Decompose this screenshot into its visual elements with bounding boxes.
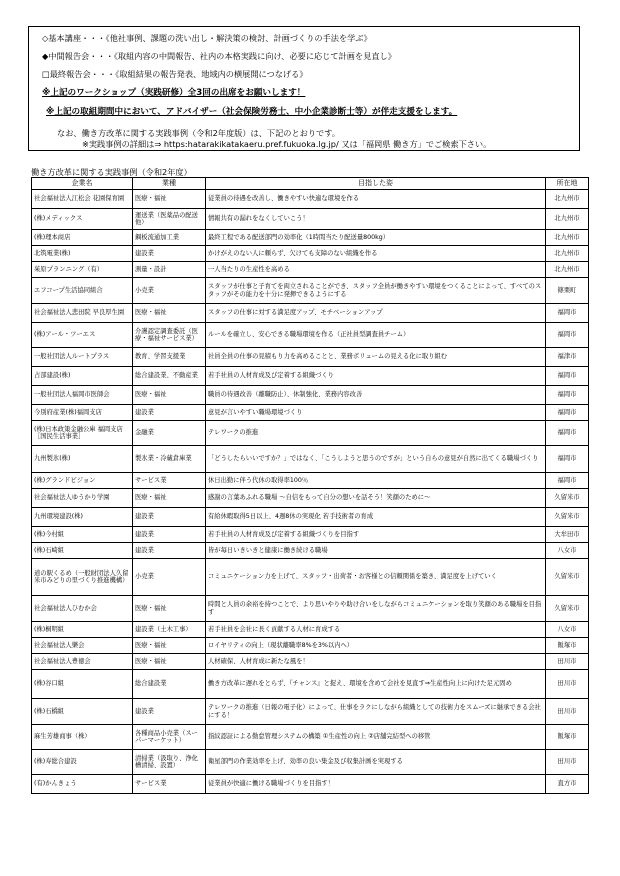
goal-cell: 衛星部門の作業効率を上げ、効率の良い集金及び収集計画を実現する bbox=[206, 750, 546, 775]
goal-cell: 若手社員を会社に長く貢献する人材に育成する bbox=[206, 622, 546, 638]
location-cell: 田川市 bbox=[546, 699, 589, 725]
table-row bbox=[32, 209, 589, 230]
industry-cell: 建設業 bbox=[133, 246, 206, 262]
table-row bbox=[32, 750, 589, 775]
goal-cell: 従業員が快適に働ける職場づくりを目指す！ bbox=[206, 775, 546, 794]
industry-cell: 運送業（医薬品の配送他） bbox=[133, 209, 206, 230]
goal-cell: 皆が毎日いきいきと健康に働き続ける職場 bbox=[206, 543, 546, 559]
table-row bbox=[32, 348, 589, 367]
goal-cell: テレワークの推進 bbox=[206, 421, 546, 446]
table-row bbox=[32, 559, 589, 596]
goal-cell: 職員の待遇改善（離職防止）、休制強化、業務内容改善 bbox=[206, 386, 546, 405]
goal-cell: 働き方改革に遅れをとらず、『チャンス』と捉え、環境を含めて会社を見直す⇒生産性向上に向けた足元固め bbox=[206, 670, 546, 699]
industry-cell: 医療・福祉 bbox=[133, 596, 206, 622]
industry-cell: 製氷業・冷蔵倉庫業 bbox=[133, 446, 206, 473]
company-cell: (株)アール・ツーエス bbox=[32, 323, 133, 348]
table-row bbox=[32, 278, 589, 304]
location-cell: 北九州市 bbox=[546, 262, 589, 278]
company-cell: エフコープ生活協同組合 bbox=[32, 278, 133, 304]
company-cell: (株)石崎組 bbox=[32, 543, 133, 559]
goal-cell: 有給休暇取得5日以上、4週8休の実現化 若手技術者の育成 bbox=[206, 508, 546, 527]
location-cell: 久留米市 bbox=[546, 559, 589, 596]
table-title: 働き方改革に関する実践事例（令和2年度） bbox=[31, 167, 192, 177]
location-cell: 飯塚市 bbox=[546, 725, 589, 750]
location-cell: 久留米市 bbox=[546, 508, 589, 527]
industry-cell: サービス業 bbox=[133, 775, 206, 794]
location-cell: 福岡市 bbox=[546, 323, 589, 348]
goal-cell: 従業員の待遇を改善し、働きやすい快適な環境を作る bbox=[206, 190, 546, 209]
goal-cell: 意見が言いやすい職場環境づくり bbox=[206, 405, 546, 421]
company-cell: (株)谷口組 bbox=[32, 670, 133, 699]
industry-cell: 各種商品小売業（スーパーマーケット） bbox=[133, 725, 206, 750]
company-cell: (株)寿総合建設 bbox=[32, 750, 133, 775]
table-row bbox=[32, 446, 589, 473]
location-cell: 北九州市 bbox=[546, 209, 589, 230]
location-cell: 福岡市 bbox=[546, 421, 589, 446]
location-cell: 八女市 bbox=[546, 622, 589, 638]
location-cell: 田川市 bbox=[546, 750, 589, 775]
company-cell: 麻生芳雄商事（株） bbox=[32, 725, 133, 750]
table-row bbox=[32, 405, 589, 421]
summary-line-interim: ◆中間報告会・・・《取組内容の中間報告、社内の本格実践に向け、必要に応じて計画を見直し》 bbox=[42, 51, 396, 61]
goal-cell: かけがえのない人に頼らず、欠けても支障のない組織を作る bbox=[206, 246, 546, 262]
goal-cell: 人材確保、人材育成に新たな風を！ bbox=[206, 654, 546, 670]
table-row bbox=[32, 304, 589, 323]
table-row bbox=[32, 622, 589, 638]
industry-cell: 総合建設業 bbox=[133, 670, 206, 699]
industry-cell: 小売業 bbox=[133, 559, 206, 596]
company-cell: 社会福祉法人ひむか会 bbox=[32, 596, 133, 622]
location-cell: 福岡市 bbox=[546, 304, 589, 323]
table-row bbox=[32, 230, 589, 246]
company-cell: 九州環境建設(株) bbox=[32, 508, 133, 527]
location-cell: 福岡市 bbox=[546, 473, 589, 489]
company-cell: 今別府産業(株)福岡支店 bbox=[32, 405, 133, 421]
table-row bbox=[32, 596, 589, 622]
company-cell: 社会福祉法人江松会 花園保育園 bbox=[32, 190, 133, 209]
header-goal: 目指した姿 bbox=[206, 178, 546, 190]
table-row bbox=[32, 670, 589, 699]
industry-cell: 医療・福祉 bbox=[133, 654, 206, 670]
industry-cell: 医療・福祉 bbox=[133, 386, 206, 405]
company-cell: (株)桐明組 bbox=[32, 622, 133, 638]
location-cell: 福岡市 bbox=[546, 446, 589, 473]
company-cell: (株)理本商店 bbox=[32, 230, 133, 246]
company-cell: 占部建設(株) bbox=[32, 367, 133, 386]
table-row bbox=[32, 638, 589, 654]
industry-cell: 金融業 bbox=[133, 421, 206, 446]
note-line-1: なお、働き方改革に関する実践事例（令和2年度版）は、下記のとおりです。 bbox=[57, 128, 340, 138]
company-cell: 九州製氷(株) bbox=[32, 446, 133, 473]
company-cell: 社会福祉法人悲田院 早良厚生園 bbox=[32, 304, 133, 323]
table-row bbox=[32, 699, 589, 725]
industry-cell: 建設業 bbox=[133, 508, 206, 527]
table-row bbox=[32, 527, 589, 543]
location-cell: 大牟田市 bbox=[546, 527, 589, 543]
location-cell: 直方市 bbox=[546, 775, 589, 794]
note-line-2: ※実践事例の詳細は⇒ https:hatarakikatakaeru.pref.fukuoka.lg.jp/ 又は「福岡県 働き方」でご検索下さい。 bbox=[82, 139, 492, 149]
goal-cell: ロイヤリティの向上（現状離職率8%を3%以内へ） bbox=[206, 638, 546, 654]
table-row bbox=[32, 654, 589, 670]
table-row bbox=[32, 367, 589, 386]
goal-cell: 社員全員の仕事の見積もり力を高めることと、業務ボリュームの見える化に取り組む bbox=[206, 348, 546, 367]
company-cell: 社会福祉法人樂会 bbox=[32, 638, 133, 654]
goal-cell: テレワークの推進（日報の電子化）によって、仕事をラクにしながら組織としての技術力をスムーズに継承できる会社にする！ bbox=[206, 699, 546, 725]
company-cell: 北筑電業(株) bbox=[32, 246, 133, 262]
header-company: 企業名 bbox=[32, 178, 133, 190]
industry-cell: 小売業 bbox=[133, 278, 206, 304]
company-cell: (有)かんきょう bbox=[32, 775, 133, 794]
location-cell: 福岡市 bbox=[546, 386, 589, 405]
location-cell: 田川市 bbox=[546, 670, 589, 699]
table-row bbox=[32, 473, 589, 489]
company-cell: 道の駅くるめ（一般財団法人久留米市みどりの里づくり推進機構） bbox=[32, 559, 133, 596]
location-cell: 福岡市 bbox=[546, 367, 589, 386]
summary-line-attendance: ※上記のワークショップ（実践研修）全3回の出席をお願いします！ bbox=[42, 88, 306, 98]
table-row bbox=[32, 489, 589, 508]
industry-cell: 建設業 bbox=[133, 543, 206, 559]
industry-cell: 医療・福祉 bbox=[133, 190, 206, 209]
table-row bbox=[32, 262, 589, 278]
company-cell: (株)グランドビジョン bbox=[32, 473, 133, 489]
goal-cell: 最終工程である配送部門の効率化（1時間当たり配送量800kg） bbox=[206, 230, 546, 246]
table-header-row bbox=[32, 178, 589, 190]
industry-cell: 建設業 bbox=[133, 699, 206, 725]
goal-cell: 若手社員の人材育成及び定着する組織づくり bbox=[206, 367, 546, 386]
table-row bbox=[32, 323, 589, 348]
goal-cell: 休日出勤に伴う代休の取得率100％ bbox=[206, 473, 546, 489]
header-industry: 業種 bbox=[133, 178, 206, 190]
location-cell: 飯塚市 bbox=[546, 638, 589, 654]
industry-cell: 医療・福祉 bbox=[133, 638, 206, 654]
table-row bbox=[32, 508, 589, 527]
industry-cell: 医療・福祉 bbox=[133, 304, 206, 323]
industry-cell: 清掃業（汲取り、浄化槽清掃、設置） bbox=[133, 750, 206, 775]
industry-cell: 教育、学習支援業 bbox=[133, 348, 206, 367]
goal-cell: 時間と人員の余裕を持つことで、より思いやりや助け合いをしながらコミュニケーションを取り笑顔のある職場を目指す bbox=[206, 596, 546, 622]
location-cell: 福岡市 bbox=[546, 405, 589, 421]
company-cell: 社会福祉法人ゆうかり学園 bbox=[32, 489, 133, 508]
location-cell: 田川市 bbox=[546, 654, 589, 670]
industry-cell: 総合建設業、不動産業 bbox=[133, 367, 206, 386]
company-cell: 茱原プランニング（有） bbox=[32, 262, 133, 278]
location-cell: 北九州市 bbox=[546, 190, 589, 209]
goal-cell: 情報共有の漏れをなくしていこう！ bbox=[206, 209, 546, 230]
industry-cell: 建設業 bbox=[133, 405, 206, 421]
location-cell: 北九州市 bbox=[546, 230, 589, 246]
location-cell: 八女市 bbox=[546, 543, 589, 559]
company-cell: 一般社団法人福岡市医師会 bbox=[32, 386, 133, 405]
goal-cell: 指紋認証による勤怠管理システムの構築 ①生産性の向上 ②店舗完結型への移管 bbox=[206, 725, 546, 750]
table-row bbox=[32, 246, 589, 262]
table-row bbox=[32, 775, 589, 794]
industry-cell: 鋼板流通加工業 bbox=[133, 230, 206, 246]
goal-cell: 「どうしたらいいですか？」ではなく、「こうしようと思うのですが」という自らの意見が自然に出てくる職場づくり bbox=[206, 446, 546, 473]
industry-cell: サービス業 bbox=[133, 473, 206, 489]
company-cell: (株)日本政策金融公庫 福岡支店［国民生活事業］ bbox=[32, 421, 133, 446]
location-cell: 久留米市 bbox=[546, 596, 589, 622]
table-row bbox=[32, 190, 589, 209]
location-cell: 篠栗町 bbox=[546, 278, 589, 304]
goal-cell: スタッフの仕事に対する満足度アップ、モチベーションアップ bbox=[206, 304, 546, 323]
company-cell: (株)石橋組 bbox=[32, 699, 133, 725]
table-row bbox=[32, 543, 589, 559]
industry-cell: 医療・福祉 bbox=[133, 489, 206, 508]
goal-cell: コミュニケーション力を上げて、スタッフ・出荷者・お客様との信頼関係を築き、満足度を上げていく bbox=[206, 559, 546, 596]
summary-line-final: □最終報告会・・・《取組結果の報告発表、地域内の横展開につなげる》 bbox=[42, 69, 308, 79]
table-row bbox=[32, 725, 589, 750]
company-cell: 社会福祉法人豊徳会 bbox=[32, 654, 133, 670]
goal-cell: スタッフが仕事と子育てを両立されることができ、スタッフ全員が働きやすい環境をつくることによって、すべてのスタッフがその能力を十分に発揮できるようにする bbox=[206, 278, 546, 304]
company-cell: (株)今村組 bbox=[32, 527, 133, 543]
location-cell: 久留米市 bbox=[546, 489, 589, 508]
table-row bbox=[32, 421, 589, 446]
industry-cell: 建設業（土木工事） bbox=[133, 622, 206, 638]
goal-cell: 感謝の言葉あふれる職場 ～自信をもって自分の想いを話そう！笑顔のために～ bbox=[206, 489, 546, 508]
company-cell: (株)メディックス bbox=[32, 209, 133, 230]
summary-line-advisor: ※上記の取組期間中において、アドバイザー（社会保険労務士、中小企業診断士等）が伴走支援をします。 bbox=[46, 107, 458, 117]
header-location: 所在地 bbox=[546, 178, 589, 190]
table-row bbox=[32, 386, 589, 405]
goal-cell: ルールを確立し、安心できる職場環境を作る（正社員型調査員チーム） bbox=[206, 323, 546, 348]
goal-cell: 若手社員の人材育成及び定着する組織づくりを目指す bbox=[206, 527, 546, 543]
industry-cell: 測量・設計 bbox=[133, 262, 206, 278]
industry-cell: 介護認定調査委託（医療・福祉サービス業） bbox=[133, 323, 206, 348]
location-cell: 北九州市 bbox=[546, 246, 589, 262]
location-cell: 福津市 bbox=[546, 348, 589, 367]
goal-cell: 一人当たりの生産性を高める bbox=[206, 262, 546, 278]
industry-cell: 建設業 bbox=[133, 527, 206, 543]
practice-cases-table bbox=[31, 177, 589, 794]
company-cell: 一般社団法人ルートプラス bbox=[32, 348, 133, 367]
summary-line-basic: ◇基本講座・・・《他社事例、課題の洗い出し・解決策の検討、計画づくりの手法を学ぶ》 bbox=[42, 33, 372, 43]
